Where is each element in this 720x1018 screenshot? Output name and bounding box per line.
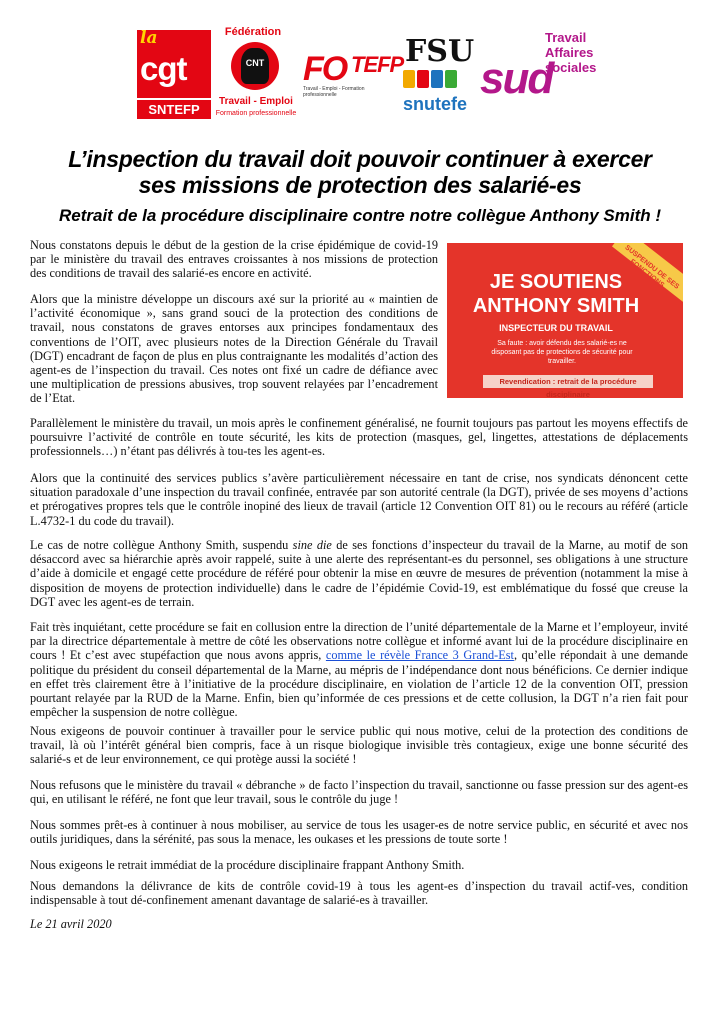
- paragraph-2: Alors que la ministre développe un discours axé sur la priorité au « maintien de l’activité économique », sans grand souci de la protection des conditions de travail, nous constatons de graves entorses aux principes fondamentaux des conventions de l’OIT, avec plusieurs notes de la Direction Générale du Travail (DGT) encadrant de façon de plus en plus contraignante les modalités d’action des agent-es de l’inspection du travail. Ces notes ont fixé un cadre de défiance avec une multiplication de pressions abusives, trop souvent relayées par l’encadrement de l’Etat.: [30, 292, 438, 406]
- paragraph-4: Alors que la continuité des services publics s’avère particulièrement nécessaire en tant de crise, nos syndicats dénoncent cette situation paradoxale d’une inspection du travail confinée, entravée par son autorité centrale (la DGT), privée de ses moyens d’actions et prérogatives propres tels que le contrôle inopiné des lieux de travail (article 12 Convention OIT 81) ou le recours au référé (article L.4732-1 du code du travail).: [30, 471, 688, 528]
- poster-headline-1: JE SOUTIENS: [489, 271, 623, 293]
- paragraph-8: Nous refusons que le ministère du travail « débranche » de facto l’inspection du travail, sanctionne ou fasse pression sur des agent-es qui, en utilisant le référé, ne font que leur travail, sous le contrôle du juge !: [30, 778, 688, 807]
- paragraph-9: Nous sommes prêt-es à continuer à nous mobiliser, au service de tous les usager-es de notre service public, en sécurité et avec nos outils juridiques, dans la sérénité, pas sous la menace, les oukases et les pressions de toute sorte !: [30, 818, 688, 847]
- france3-article-link[interactable]: comme le révèle France 3 Grand-Est: [325, 648, 514, 663]
- poster-role: INSPECTEUR DU TRAVAIL: [499, 323, 613, 333]
- subtitle: Retrait de la procédure disciplinaire contre notre collègue Anthony Smith !: [58, 206, 662, 225]
- paragraph-1: Nous constatons depuis le début de la gestion de la crise épidémique de covid-19 par le ministère du travail des entraves croissantes à nos missions de protection des conditions de travail des salarié-es encore en activité.: [30, 238, 438, 281]
- union-logos-banner: la cgt SNTEFP Fédération CNT Travail - Emploi Formation professionnelle FO TEFP Travail - Emploi - Formation professionnelle FSU snutefe sud Travail Affaires sociales: [135, 24, 595, 124]
- poster-note: Sa faute : avoir défendu des salarié-es ne disposant pas de protections de sécurité pour travailler.: [491, 340, 633, 365]
- poster-headline-2: ANTHONY SMITH: [472, 295, 640, 317]
- fsu-color-bars-icon: [403, 70, 473, 88]
- main-title-line-2: ses missions de protection des salarié-es: [138, 172, 582, 198]
- main-title-line-1: L’inspection du travail doit pouvoir continuer à exercer: [68, 146, 652, 172]
- paragraph-10: Nous exigeons le retrait immédiat de la procédure disciplinaire frappant Anthony Smith.: [30, 858, 465, 872]
- paragraph-11: Nous demandons la délivrance de kits de contrôle covid-19 à tous les agent-es d’inspection du travail actif-ves, condition indispensable à tout dé-confinement amenant davantage de salarié-es à travailler.: [30, 879, 688, 908]
- poster-demand-band: Revendication : retrait de la procédure disciplinaire: [483, 375, 653, 388]
- support-poster-image: [447, 243, 683, 398]
- paragraph-7: Nous exigeons de pouvoir continuer à travailler pour le service public qui nous motive, celui de la protection des conditions de travail, là où l’intérêt général bien compris, face à un risque biologique invisible très contagieux, exige une bonne sécurité des salarié-s et de leur environnement, ce qui protège aussi la société !: [30, 724, 688, 767]
- publication-date: Le 21 avril 2020: [30, 917, 112, 931]
- paragraph-3: Parallèlement le ministère du travail, un mois après le confinement généralisé, ne fournit toujours pas partout les moyens effectifs de poursuivre l’activité de contrôle en toute sécurité, les kits de protection (masques, gel, lingettes, attestations de déplacements professionnels…) n’étant pas délivrés à tou-tes les agent-es.: [30, 416, 688, 459]
- paragraph-5: Le cas de notre collègue Anthony Smith, suspendu sine die de ses fonctions d’inspecteur du travail de la Marne, au motif de son désaccord avec sa hiérarchie après avoir rappelé, suite à une alerte des représentant-es du personnel, ses obligations à une structure d’aide à domicile et engagé cette procédure de référé pour obtenir la mise en œuvre de mesures de prévention (notamment la mise à disposition de moyens de protection individuelle) dans le cadre de l’épidémie Covid-19, est emblématique du fossé que creuse la DGT avec les agent-es de terrain.: [30, 538, 689, 609]
- poster-badge: SUSPENDU DE SES FONCTIONS: [623, 244, 681, 291]
- paragraph-6: Fait très inquiétant, cette procédure se fait en collusion entre la direction de l’unité départementale de la Marne et l’employeur, invité par la directrice départementale à mettre de côté les observations notre collègue et informé avant lui de la procédure disciplinaire en cours ! Et c’est avec stupéfaction que nous avons appris, comme le révèle France 3 Grand-Est, qu’elle répondait à une demande politique du président du conseil départemental de la Marne, au mépris de l’indépendance dont nous bénéficions. Ce dernier indique en effet très clairement être à l’initiative de la procédure disciplinaire, en violation de l’article 12 de la convention OIT, pression pourtant relayée par la RUD de la Marne. Enfin, bien qu’informée de ces pressions et de cette collusion, la DGT n’a rien fait pour empêcher la suspension de notre collègue.: [30, 620, 688, 720]
